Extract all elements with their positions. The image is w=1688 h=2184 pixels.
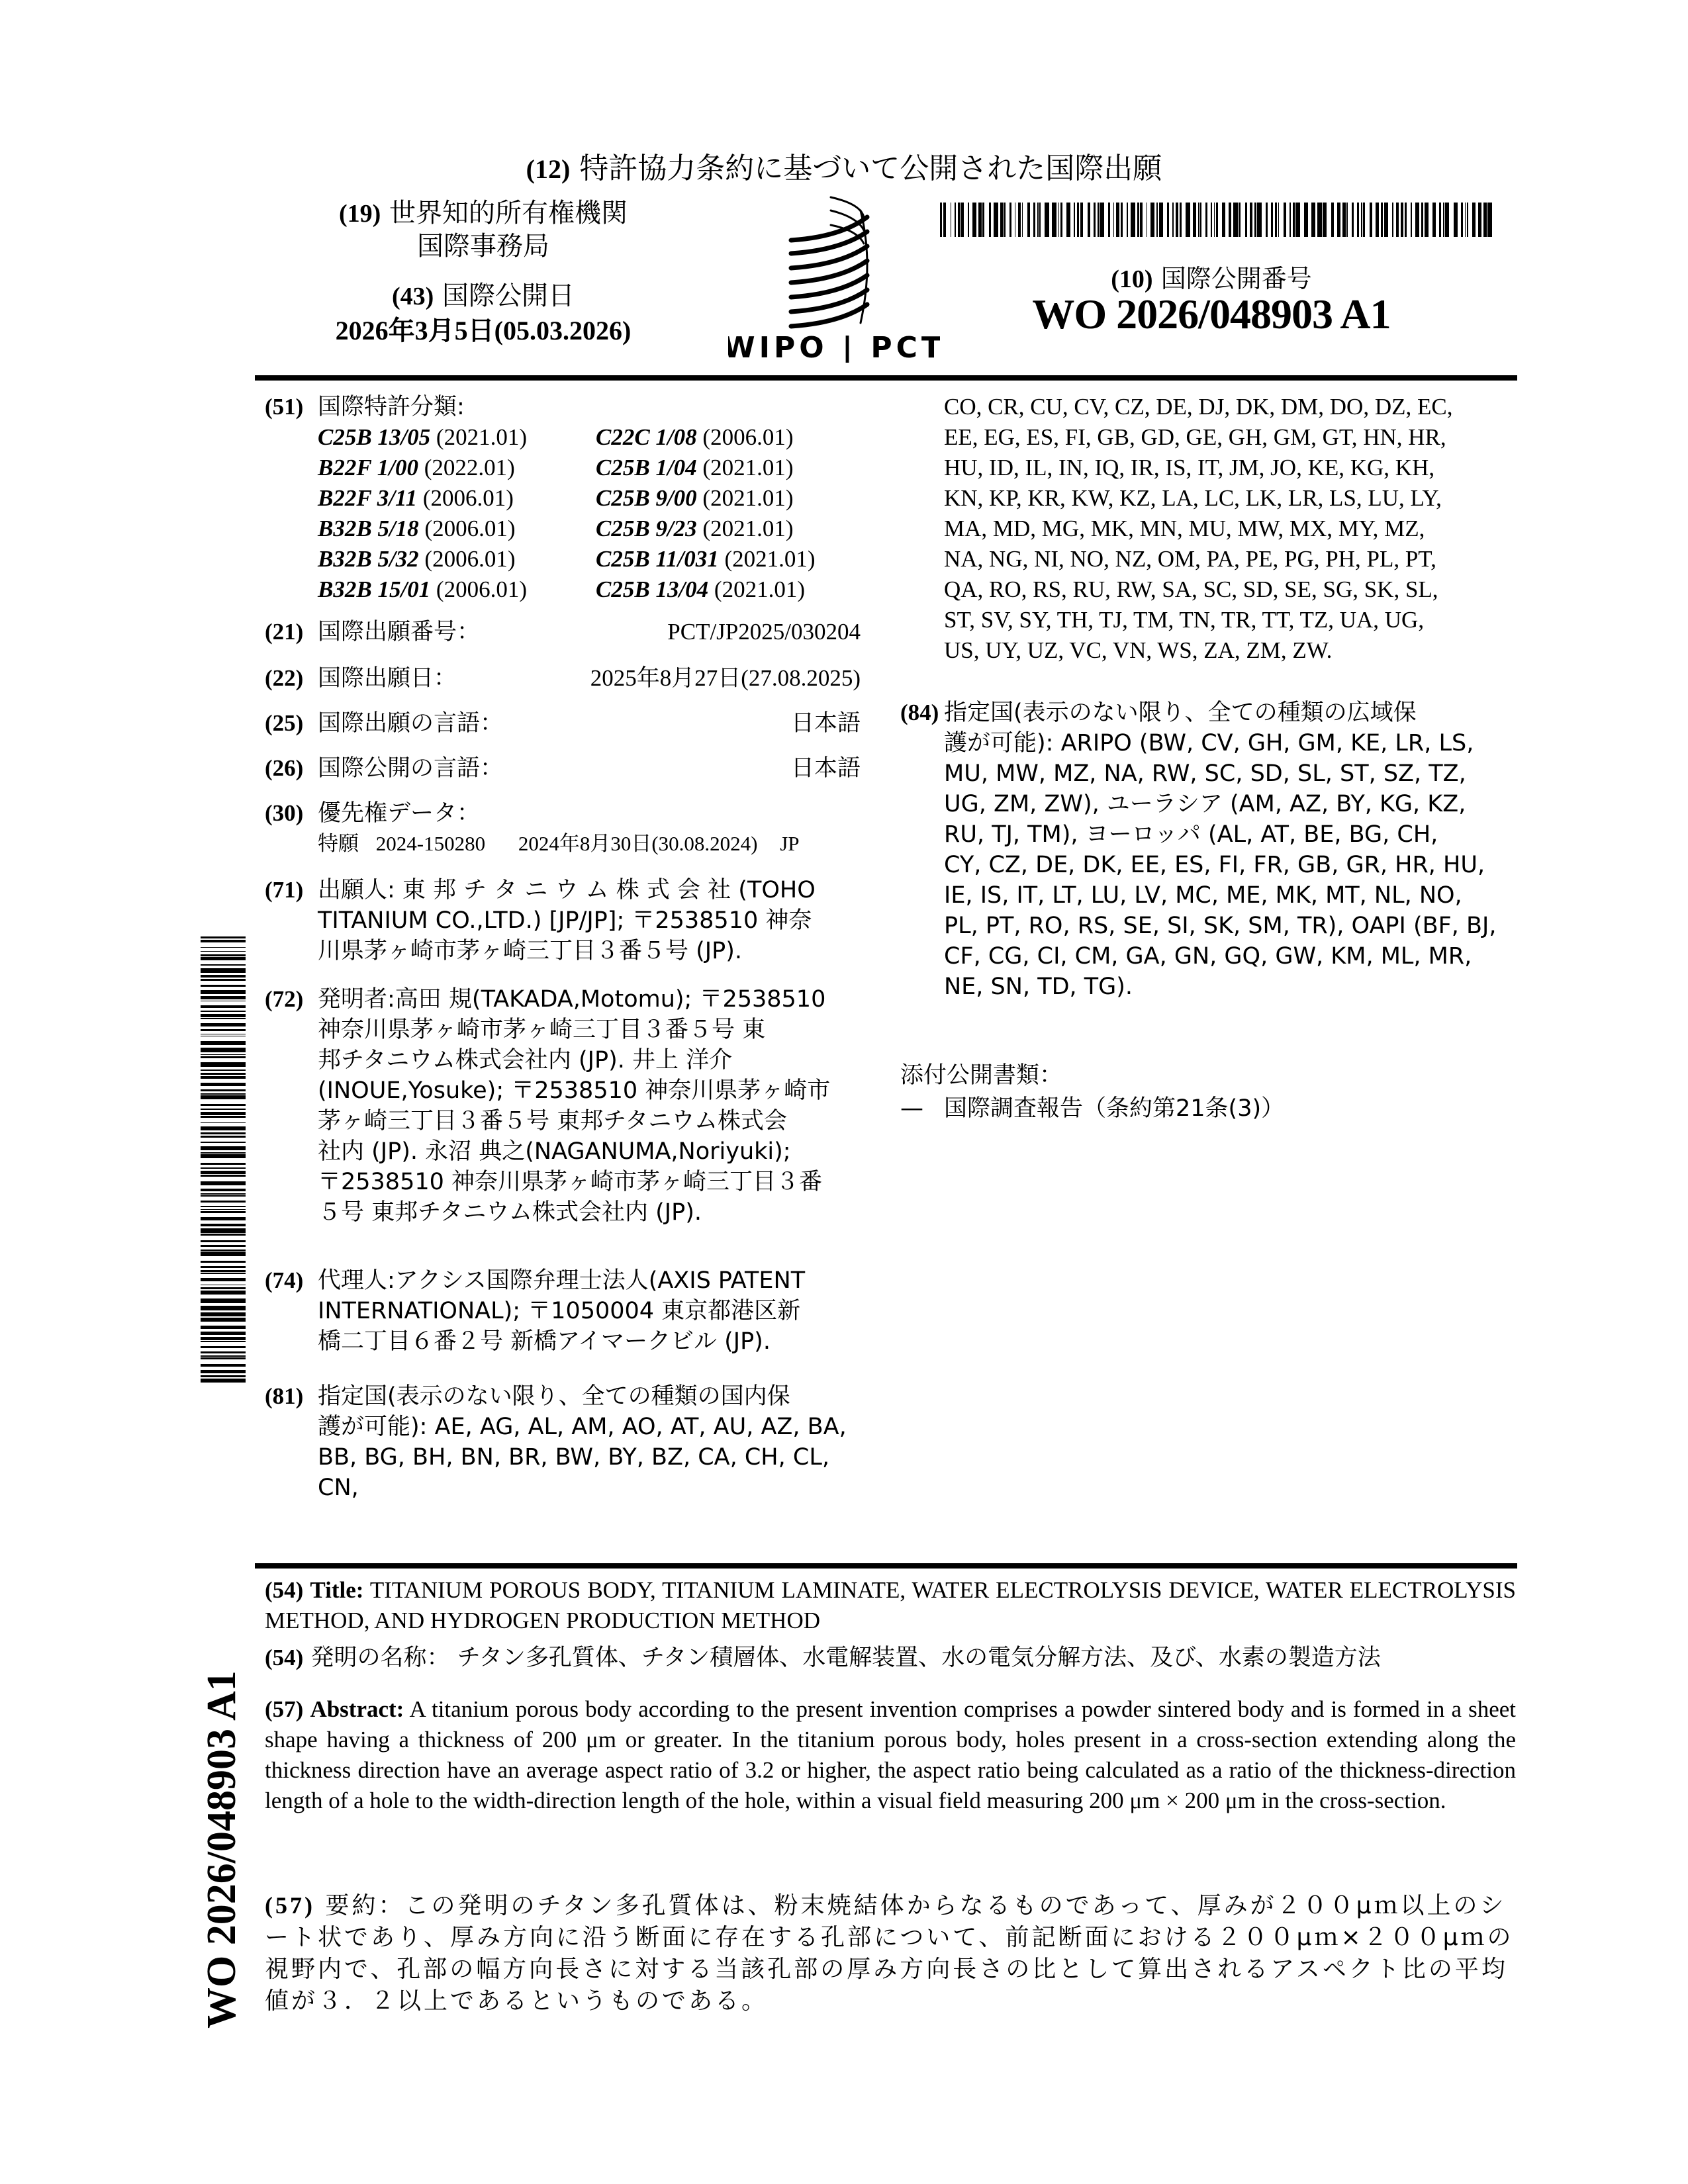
inventor-line: ５号 東邦チタニウム株式会社内 (JP). <box>318 1199 702 1226</box>
ipc-version: (2006.01) <box>422 485 514 511</box>
publication-number: WO 2026/048903 A1 <box>1032 291 1391 338</box>
inid-code: (21) <box>265 619 304 645</box>
ipc-code: C25B 11/031 <box>596 546 719 572</box>
side-publication-number: WO 2026/048903 A1 <box>199 1670 244 2028</box>
designated-states-line: US, UY, UZ, VC, VN, WS, ZA, ZM, ZW. <box>944 637 1333 663</box>
publication-number-label <box>980 258 1443 295</box>
inventor-line: 邦チタニウム株式会社内 (JP). 井上 洋介 <box>318 1047 733 1073</box>
document-type-text: 特許協力条約に基づいて公開された国際出願 <box>579 152 1162 185</box>
designated-states-line: NA, NG, NI, NO, NZ, OM, PA, PE, PG, PH, PL, PT, <box>944 546 1436 572</box>
applicant-line: 出願人: 東 邦 チ タ ニ ウ ム 株 式 会 社 (TOHO <box>318 877 816 903</box>
title-label: Title: <box>310 1577 364 1603</box>
ipc-version: (2021.01) <box>436 424 527 450</box>
ipc-version: (2006.01) <box>424 516 516 541</box>
barcode-gap <box>201 1383 246 1387</box>
ipc-version: (2021.01) <box>702 485 794 511</box>
field-ipc <box>265 392 861 604</box>
ipc-code: C25B 13/05 <box>318 424 431 450</box>
ipc-entry <box>318 544 596 574</box>
designated-states-line: 護が可能): AE, AG, AL, AM, AO, AT, AU, AZ, BA, <box>318 1414 847 1440</box>
designated-states-line: EE, EG, ES, FI, GB, GD, GE, GH, GM, GT, HN, HR, <box>944 424 1446 450</box>
ipc-entry <box>596 574 805 605</box>
priority-kind: 特願 <box>318 832 359 856</box>
ipc-version: (2021.01) <box>702 455 794 480</box>
regional-states-line: 指定国(表示のない限り、全ての種類の広域保 <box>944 700 1417 726</box>
inventor-line: 社内 (JP). 永沼 典之(NAGANUMA,Noriyuki); <box>318 1138 791 1165</box>
inventor-line: (INOUE,Yosuke); 〒2538510 神奈川県茅ヶ崎市 <box>318 1077 831 1104</box>
inid-code: (51) <box>265 394 304 420</box>
abstract-text: A titanium porous body according to the present invention comprises a powder sintered body and is formed in a sheet shape having a thickness of 200 μm or greater. In the titanium porous body, holes present in a cross-section extending along the thickness direction have an average aspect ratio of 3.2 or higher, the aspect ratio being calculated as a ratio of the thickness-direction length of a hole to the width-direction length of the hole, within a visual field measuring 200 μm × 200 μm in the cross-section. <box>265 1696 1516 1813</box>
regional-states-line: NE, SN, TD, TG). <box>944 974 1133 1000</box>
attached-document-text: 国際調査報告（条約第21条(3)） <box>944 1095 1285 1122</box>
ipc-entry <box>596 514 793 544</box>
ipc-entry <box>318 483 596 514</box>
inid-code: (25) <box>265 710 304 736</box>
attached-document-item <box>900 1093 1516 1124</box>
applicant-line: TITANIUM CO.,LTD.) [JP/JP]; 〒2538510 神奈 <box>318 907 812 934</box>
title-jp-label: 発明の名称： <box>310 1645 450 1671</box>
wipo-pct-logo <box>728 191 940 363</box>
ipc-entry <box>318 574 596 605</box>
publication-date-value: 2026年3月5日(05.03.2026) <box>335 316 632 345</box>
ipc-version: (2006.01) <box>702 424 794 450</box>
regional-states-line: RU, TJ, TM), ヨーロッパ (AL, AT, BE, BG, CH, <box>944 821 1438 848</box>
office-name <box>278 192 688 230</box>
ipc-label: 国際特許分類: <box>318 394 465 420</box>
ipc-code: C25B 13/04 <box>596 576 709 602</box>
priority-entry <box>318 829 861 859</box>
inid-code: (74) <box>265 1267 304 1293</box>
title-text: TITANIUM POROUS BODY, TITANIUM LAMINATE, WATER ELECTROLYSIS DEVICE, WATER ELECTROLYSIS METHOD, AND HYDROGEN PRODUCTION METHOD <box>265 1577 1516 1633</box>
inid-code: (71) <box>265 877 304 903</box>
application-number-label: 国際出願番号： <box>318 619 481 645</box>
attached-documents-label: 添付公開書類： <box>900 1062 1063 1089</box>
priority-country: JP <box>780 832 800 855</box>
agent-line: INTERNATIONAL); 〒1050004 東京都港区新 <box>318 1298 801 1324</box>
publication-date-label <box>278 275 688 312</box>
priority-application-number: 2024-150280 <box>375 832 486 855</box>
publication-number-label-text: 国際公開番号 <box>1160 264 1312 293</box>
inid-code: (57) <box>265 1892 315 1919</box>
ipc-version: (2006.01) <box>424 546 516 572</box>
regional-states-line: 護が可能): ARIPO (BW, CV, GH, GM, KE, LR, LS, <box>944 730 1474 756</box>
ipc-code: C22C 1/08 <box>596 424 697 450</box>
designated-states-continued <box>944 392 1513 666</box>
ipc-code: B32B 5/18 <box>318 516 419 541</box>
ipc-code: C25B 9/00 <box>596 485 697 511</box>
ipc-code: C25B 9/23 <box>596 516 697 541</box>
ipc-version: (2021.01) <box>714 576 805 602</box>
regional-states-line: CY, CZ, DE, DK, EE, ES, FI, FR, GB, GR, HR, HU, <box>944 852 1485 878</box>
designated-states-line: KN, KP, KR, KW, KZ, LA, LC, LK, LR, LS, LU, LY, <box>944 485 1442 511</box>
wipo-globe-icon <box>728 191 940 363</box>
title-divider <box>255 1563 1517 1569</box>
ipc-version: (2021.01) <box>702 516 794 541</box>
inid-code: (10) <box>1111 265 1153 293</box>
inid-code: (26) <box>265 755 304 781</box>
inid-code: (54) <box>265 1577 304 1603</box>
application-number-value: PCT/JP2025/030204 <box>667 619 861 645</box>
priority-data-label: 優先権データ： <box>318 800 481 827</box>
designated-states-line: HU, ID, IL, IN, IQ, IR, IS, IT, JM, JO, KE, KG, KH, <box>944 455 1435 480</box>
regional-states-line: UG, ZM, ZW), ユーラシア (AM, AZ, BY, KG, KZ, <box>944 791 1466 817</box>
dash-bullet-icon: — <box>900 1095 923 1122</box>
ipc-code: B22F 1/00 <box>318 455 419 480</box>
ipc-entry <box>318 453 596 483</box>
filing-language-value: 日本語 <box>790 710 861 737</box>
inid-code: (81) <box>265 1383 304 1409</box>
designated-states-line: 指定国(表示のない限り、全ての種類の国内保 <box>318 1383 790 1410</box>
field-filing-language <box>265 708 861 739</box>
title-japanese <box>265 1643 1516 1673</box>
ipc-classification-grid <box>318 422 861 605</box>
regional-states-line: IE, IS, IT, LT, LU, LV, MC, ME, MK, MT, NL, NO, <box>944 882 1462 909</box>
regional-states-line: MU, MW, MZ, NA, RW, SC, SD, SL, ST, SZ, TZ, <box>944 760 1466 787</box>
field-application-number <box>265 617 861 647</box>
inid-code: (72) <box>265 986 304 1012</box>
inventor-line: 神奈川県茅ヶ崎市茅ヶ崎三丁目３番５号 東 <box>318 1017 766 1043</box>
filing-date-value: 2025年8月27日(27.08.2025) <box>590 665 861 691</box>
ipc-version: (2022.01) <box>424 455 515 480</box>
ipc-row <box>318 453 861 483</box>
ipc-entry <box>318 422 596 453</box>
ipc-row <box>318 574 861 605</box>
regional-states-line: PL, PT, RO, RS, SE, SI, SK, SM, TR), OAPI (BF, BJ, <box>944 913 1497 939</box>
barcode-side <box>201 936 246 1387</box>
ipc-entry <box>596 544 816 574</box>
ipc-row <box>318 514 861 544</box>
ipc-version: (2006.01) <box>436 576 527 602</box>
publication-language-value: 日本語 <box>790 755 861 782</box>
inid-code: (12) <box>526 154 571 184</box>
applicant-line: 川県茅ヶ崎市茅ヶ崎三丁目３番５号 (JP). <box>318 938 742 964</box>
barcode-top <box>940 203 1496 237</box>
abstract-label: Abstract: <box>310 1696 404 1722</box>
header-divider <box>255 375 1517 381</box>
designated-states-line: BB, BG, BH, BN, BR, BW, BY, BZ, CA, CH, CL, CN, <box>318 1444 829 1501</box>
ipc-code: B32B 15/01 <box>318 576 431 602</box>
abstract-english <box>265 1694 1516 1816</box>
title-jp-text: チタン多孔質体、チタン積層体、水電解装置、水の電気分解方法、及び、水素の製造方法 <box>457 1645 1381 1671</box>
ipc-code: B22F 3/11 <box>318 485 418 511</box>
wipo-pct-wordmark: WIPO | PCT <box>728 331 940 363</box>
publication-language-label: 国際公開の言語： <box>318 755 504 782</box>
field-priority-data <box>265 798 861 859</box>
designated-states-line: MA, MD, MG, MK, MN, MU, MW, MX, MY, MZ, <box>944 516 1425 541</box>
priority-date: 2024年8月30日(30.08.2024) <box>518 832 758 855</box>
filing-language-label: 国際出願の言語： <box>318 710 504 737</box>
inid-code: (22) <box>265 665 304 691</box>
ipc-row <box>318 544 861 574</box>
inid-code: (84) <box>900 700 939 725</box>
barcode-gap <box>1492 203 1496 237</box>
inid-code: (30) <box>265 800 304 826</box>
agent-line: 代理人:アクシス国際弁理士法人(AXIS PATENT <box>318 1267 806 1294</box>
ipc-entry <box>596 483 793 514</box>
abstract-jp-label: 要約： <box>325 1892 405 1919</box>
office-name-line1: 世界知的所有権機関 <box>389 198 628 228</box>
attached-documents <box>900 1060 1516 1124</box>
inid-code: (57) <box>265 1696 304 1722</box>
abstract-japanese <box>265 1889 1516 2017</box>
ipc-code: B32B 5/32 <box>318 546 419 572</box>
designated-states-line: QA, RO, RS, RU, RW, SA, SC, SD, SE, SG, SK, SL, <box>944 576 1438 602</box>
ipc-entry <box>596 453 793 483</box>
inventor-line: 〒2538510 神奈川県茅ヶ崎市茅ヶ崎三丁目３番 <box>318 1169 823 1195</box>
abstract-jp-text: この発明のチタン多孔質体は、粉末焼結体からなるものであって、厚みが２００μｍ以上のシート状であり、厚み方向に沿う断面に存在する孔部について、前記断面における２００μｍ×２００μｍの視野内で、孔部の幅方向長さに対する当該孔部の厚み方向長さの比として算出されるアスペクト比の平均値が３．２以上であるというものである。 <box>265 1892 1514 2015</box>
inid-code: (54) <box>265 1645 304 1670</box>
title-english <box>265 1575 1516 1636</box>
inid-code: (43) <box>391 283 434 310</box>
ipc-entry <box>596 422 793 453</box>
ipc-row <box>318 483 861 514</box>
office-name-line2: 国際事務局 <box>417 231 549 261</box>
ipc-entry <box>318 514 596 544</box>
document-type-heading <box>0 144 1688 187</box>
inventor-line: 発明者:高田 規(TAKADA,Motomu); 〒2538510 <box>318 986 826 1013</box>
agent-line: 橋二丁目６番２号 新橋アイマークビル (JP). <box>318 1328 771 1355</box>
filing-date-label: 国際出願日： <box>318 665 457 692</box>
ipc-row <box>318 422 861 453</box>
inventor-line: 茅ヶ崎三丁目３番５号 東邦チタニウム株式会 <box>318 1108 788 1134</box>
ipc-code: C25B 1/04 <box>596 455 697 480</box>
designated-states-line: CO, CR, CU, CV, CZ, DE, DJ, DK, DM, DO, DZ, EC, <box>944 394 1453 420</box>
designated-states-line: ST, SV, SY, TH, TJ, TM, TN, TR, TT, TZ, UA, UG, <box>944 607 1425 633</box>
regional-states-line: CF, CG, CI, CM, GA, GN, GQ, GW, KM, ML, MR, <box>944 943 1472 970</box>
inid-code: (19) <box>338 200 381 228</box>
ipc-version: (2021.01) <box>724 546 816 572</box>
field-filing-date <box>265 663 861 694</box>
publication-date-label-text: 国際公開日 <box>442 281 575 311</box>
field-publication-language <box>265 753 861 784</box>
